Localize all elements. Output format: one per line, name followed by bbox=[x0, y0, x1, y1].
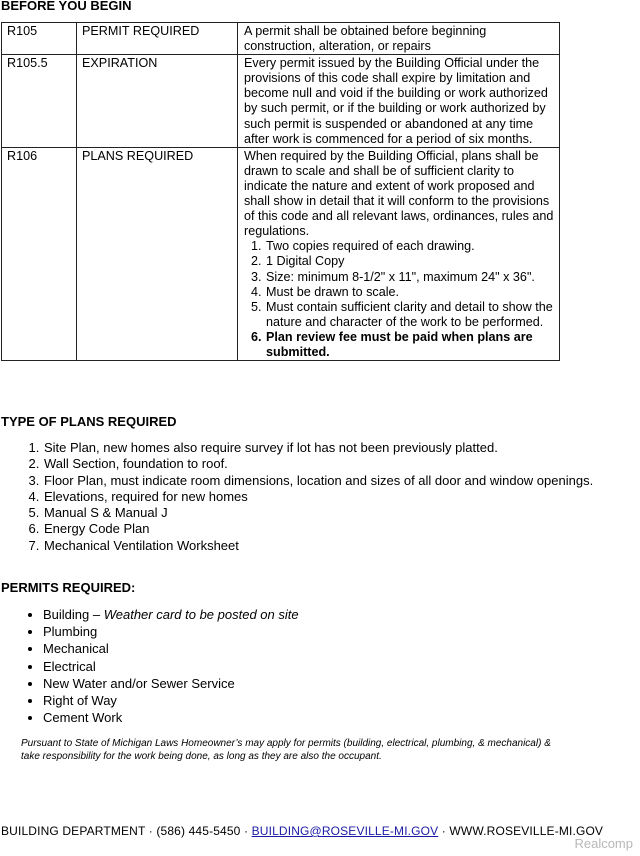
title-cell: PLANS REQUIRED bbox=[77, 147, 238, 360]
heading-permits-required: PERMITS REQUIRED: bbox=[1, 580, 136, 595]
plan-types-list bbox=[0, 440, 603, 554]
description-cell: Every permit issued by the Building Official under the provisions of this code shall expire by limitation and become null and void if the building or work authorized by such permit, or if the building or work authorized by such permit is suspended or abandoned at any time after work is commenced for a period of six months. bbox=[238, 55, 560, 148]
table-row bbox=[2, 55, 560, 148]
table-row bbox=[2, 147, 560, 360]
heading-before-you-begin: BEFORE YOU BEGIN bbox=[1, 0, 132, 13]
list-item: 6. Energy Code Plan bbox=[43, 521, 603, 537]
footer bbox=[1, 824, 603, 838]
description-cell: A permit shall be obtained before beginning construction, alteration, or repairs bbox=[238, 23, 560, 55]
description-paragraph: When required by the Building Official, plans shall be drawn to scale and shall be of sufficient clarity to indicate the nature and extent of work proposed and shall show in detail that it will conform to the provisions of this code and all relevant laws, ordinances, rules and regulations. bbox=[244, 148, 554, 239]
list-item: • Electrical bbox=[43, 658, 603, 675]
description-cell bbox=[238, 147, 560, 360]
list-item: 5. Must contain sufficient clarity and detail to show the nature and character of the work to be performed. bbox=[265, 300, 555, 330]
footer-separator: · bbox=[145, 824, 157, 838]
list-item: • New Water and/or Sewer Service bbox=[43, 675, 603, 692]
watermark: Realcomp bbox=[574, 836, 633, 851]
footer-phone: (586) 445-5450 bbox=[156, 824, 241, 838]
permits-list bbox=[0, 606, 603, 726]
list-item: 3. Floor Plan, must indicate room dimensions, location and sizes of all door and window openings. bbox=[43, 473, 603, 489]
plan-requirements-list bbox=[244, 239, 555, 360]
list-item: 2. Wall Section, foundation to roof. bbox=[43, 456, 603, 472]
footer-department: BUILDING DEPARTMENT bbox=[1, 824, 146, 838]
list-item: • Mechanical bbox=[43, 640, 603, 657]
list-item: 1. Site Plan, new homes also require survey if lot has not been previously platted. bbox=[43, 440, 603, 456]
list-item: • Cement Work bbox=[43, 709, 603, 726]
code-cell: R106 bbox=[2, 147, 77, 360]
footer-website: WWW.ROSEVILLE-MI.GOV bbox=[449, 824, 604, 838]
heading-type-of-plans: TYPE OF PLANS REQUIRED bbox=[1, 414, 177, 429]
footer-email-link[interactable]: BUILDING@ROSEVILLE-MI.GOV bbox=[251, 824, 439, 838]
list-item: 4. Must be drawn to scale. bbox=[265, 285, 555, 300]
permit-note: Weather card to be posted on site bbox=[103, 607, 299, 622]
list-item: 1. Two copies required of each drawing. bbox=[265, 239, 555, 254]
permit-label: Building – bbox=[43, 607, 104, 622]
table-row bbox=[2, 23, 560, 55]
list-item: 5. Manual S & Manual J bbox=[43, 505, 603, 521]
code-cell: R105.5 bbox=[2, 55, 77, 148]
code-cell: R105 bbox=[2, 23, 77, 55]
list-item: 2. 1 Digital Copy bbox=[265, 254, 555, 269]
list-item bbox=[43, 606, 603, 623]
title-cell: EXPIRATION bbox=[77, 55, 238, 148]
list-item: 7. Mechanical Ventilation Worksheet bbox=[43, 538, 603, 554]
list-item: 4. Elevations, required for new homes bbox=[43, 489, 603, 505]
code-requirements-table bbox=[1, 22, 560, 361]
title-cell: PERMIT REQUIRED bbox=[77, 23, 238, 55]
homeowner-note: Pursuant to State of Michigan Laws Homeowner’s may apply for permits (building, electrical, plumbing, & mechanical) & take responsibility for the work being done, as long as they are also the occupant. bbox=[21, 738, 551, 763]
list-item: 3. Size: minimum 8-1/2" x 11", maximum 24" x 36". bbox=[265, 270, 555, 285]
list-item: • Right of Way bbox=[43, 692, 603, 709]
footer-separator: · bbox=[438, 824, 450, 838]
list-item: 6. Plan review fee must be paid when plans are submitted. bbox=[265, 330, 555, 360]
footer-separator: · bbox=[240, 824, 252, 838]
list-item: • Plumbing bbox=[43, 623, 603, 640]
